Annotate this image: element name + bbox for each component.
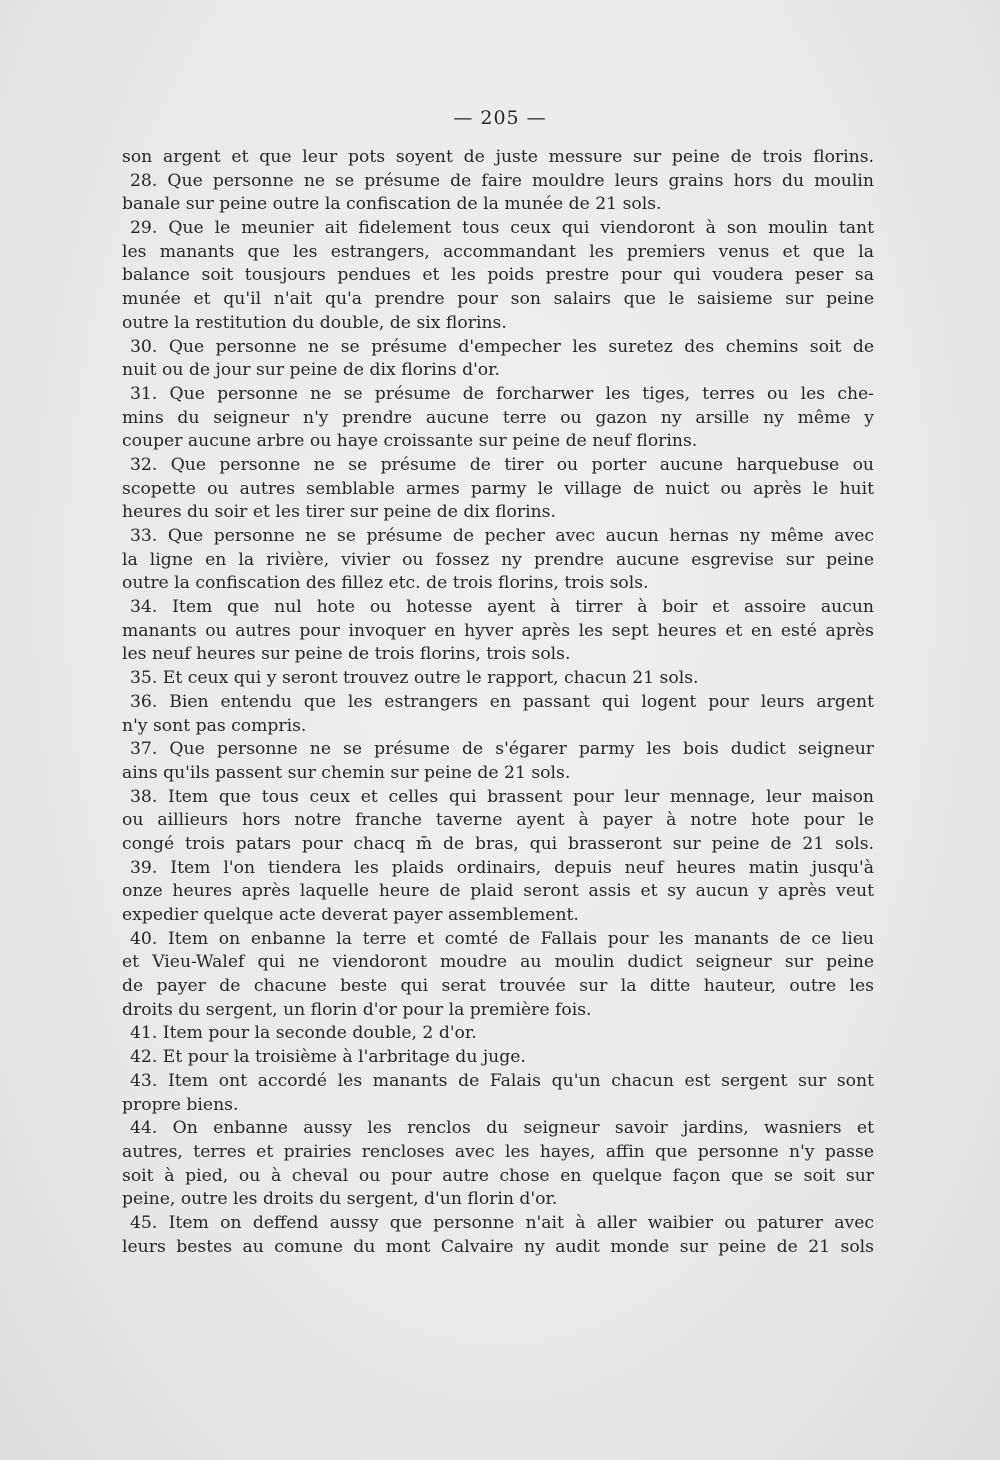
text-line: 36. Bien entendu que les estrangers en passant qui logent pour leurs argent	[130, 691, 874, 712]
text-line: son argent et que leur pots soyent de juste messure sur peine de trois florins.	[122, 147, 874, 167]
text-line: outre la restitution du double, de six florins.	[122, 312, 507, 333]
text-line: 31. Que personne ne se présume de forcharwer les tiges, terres ou les che-	[130, 383, 874, 404]
page-number: — 205 —	[453, 107, 547, 129]
text-line: 29. Que le meunier ait fidelement tous ceux qui viendoront à son moulin tant	[130, 218, 874, 239]
text-line: balance soit tousjours pendues et les poids prestre pour qui voudera peser sa	[122, 265, 874, 286]
text-line: ou aillieurs hors notre franche taverne ayent à payer à notre hote pour le	[122, 810, 874, 831]
text-line: 38. Item que tous ceux et celles qui brassent pour leur mennage, leur maison	[130, 786, 874, 807]
text-line: outre la confiscation des fillez etc. de trois florins, trois sols.	[122, 573, 649, 594]
text-line: congé trois patars pour chacq m̄ de bras, qui brasseront sur peine de 21 sols.	[122, 833, 874, 854]
text-line: 40. Item on enbanne la terre et comté de Fallais pour les manants de ce lieu	[130, 928, 874, 949]
text-line: propre biens.	[122, 1094, 239, 1115]
text-line: n'y sont pas compris.	[122, 715, 307, 736]
text-line: 44. On enbanne aussy les renclos du seigneur savoir jardins, wasniers et	[130, 1118, 874, 1139]
text-line: droits du sergent, un florin d'or pour la première fois.	[122, 999, 592, 1020]
text-line: 43. Item ont accordé les manants de Falais qu'un chacun est sergent sur sont	[130, 1070, 874, 1091]
text-line: heures du soir et les tirer sur peine de dix florins.	[122, 502, 556, 523]
text-line: autres, terres et prairies rencloses avec les hayes, affin que personne n'y passe	[122, 1141, 874, 1162]
text-line: 41. Item pour la seconde double, 2 d'or.	[130, 1023, 477, 1044]
text-line: 33. Que personne ne se présume de pecher avec aucun hernas ny même avec	[130, 526, 874, 546]
text-line: 34. Item que nul hote ou hotesse ayent à tirrer à boir et assoire aucun	[130, 597, 874, 618]
text-line: leurs bestes au comune du mont Calvaire ny audit monde sur peine de 21 sols	[122, 1236, 874, 1257]
body-text	[122, 146, 874, 1259]
text-line: nuit ou de jour sur peine de dix florins d'or.	[122, 360, 500, 381]
text-line: 45. Item on deffend aussy que personne n'ait à aller waibier ou paturer avec	[130, 1212, 874, 1233]
text-line: 35. Et ceux qui y seront trouvez outre le rapport, chacun 21 sols.	[130, 668, 699, 689]
text-line: 39. Item l'on tiendera les plaids ordinairs, depuis neuf heures matin jusqu'à	[130, 857, 874, 878]
text-line: 32. Que personne ne se présume de tirer ou porter aucune harquebuse ou	[130, 454, 874, 475]
text-line: 42. Et pour la troisième à l'arbritage du juge.	[130, 1047, 526, 1068]
text-line: les neuf heures sur peine de trois florins, trois sols.	[122, 644, 571, 665]
text-line: et Vieu-Walef qui ne viendoront moudre au moulin dudict seigneur sur peine	[122, 952, 874, 973]
text-line: peine, outre les droits du sergent, d'un florin d'or.	[122, 1189, 558, 1210]
text-line: 28. Que personne ne se présume de faire mouldre leurs grains hors du moulin	[130, 170, 874, 191]
text-line: munée et qu'il n'ait qu'a prendre pour son salairs que le saisieme sur peine	[122, 289, 874, 310]
text-line: onze heures après laquelle heure de plaid seront assis et sy aucun y après veut	[122, 881, 874, 902]
text-line: manants ou autres pour invoquer en hyver après les sept heures et en esté après	[122, 620, 874, 641]
text-line: scopette ou autres semblable armes parmy le village de nuict ou après le huit	[122, 478, 874, 499]
text-line: de payer de chacune beste qui serat trouvée sur la ditte hauteur, outre les	[122, 976, 874, 997]
text-line: ains qu'ils passent sur chemin sur peine de 21 sols.	[122, 762, 571, 783]
text-line: mins du seigneur n'y prendre aucune terre ou gazon ny arsille ny même y	[122, 407, 874, 428]
text-line: les manants que les estrangers, accommandant les premiers venus et que la	[122, 241, 874, 262]
text-line: 37. Que personne ne se présume de s'égarer parmy les bois dudict seigneur	[130, 739, 874, 760]
text-line: couper aucune arbre ou haye croissante sur peine de neuf florins.	[122, 431, 698, 452]
text-line: 30. Que personne ne se présume d'empecher les suretez des chemins soit de	[130, 336, 874, 357]
text-line: la ligne en la rivière, vivier ou fossez ny prendre aucune esgrevise sur peine	[122, 549, 874, 570]
text-line: expedier quelque acte deverat payer assemblement.	[122, 905, 579, 925]
text-line: banale sur peine outre la confiscation de la munée de 21 sols.	[122, 194, 662, 215]
text-line: soit à pied, ou à cheval ou pour autre chose en quelque façon que se soit sur	[122, 1165, 874, 1186]
